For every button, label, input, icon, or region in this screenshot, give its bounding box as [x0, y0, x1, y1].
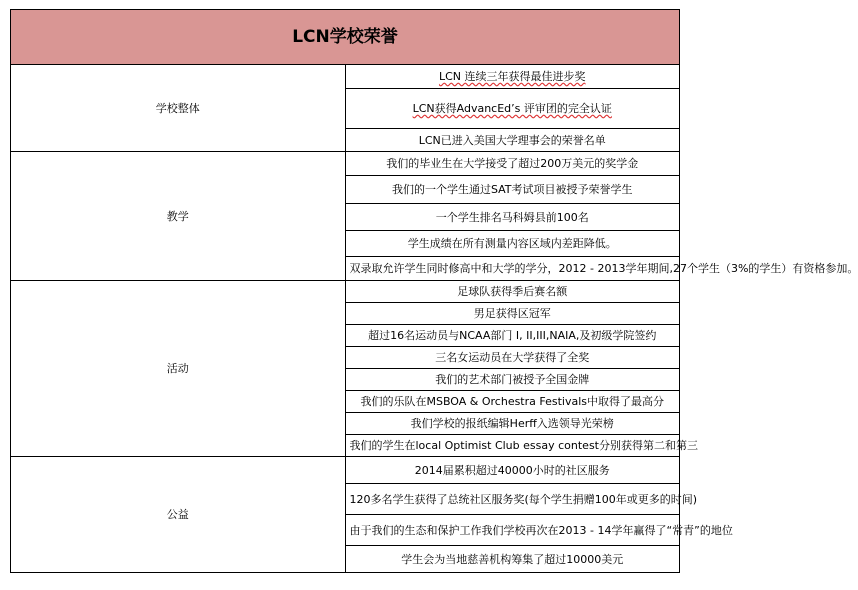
honor-item: 我们的毕业生在大学接受了超过200万美元的奖学金: [345, 152, 680, 176]
honor-item: [345, 89, 680, 129]
honor-item: 学生会为当地慈善机构筹集了超过10000美元: [345, 546, 680, 573]
honor-item: LCN已进入美国大学理事会的荣誉名单: [345, 129, 680, 152]
honor-item: [345, 65, 680, 89]
honor-item: 120多名学生获得了总统社区服务奖(每个学生捐赠100年或更多的时间): [345, 484, 680, 515]
honor-text: LCN获得AdvancEd’s 评审团的完全认证: [412, 102, 612, 115]
category-school-overall: 学校整体: [11, 65, 346, 152]
honors-table: [10, 9, 858, 573]
table-row: [11, 281, 680, 303]
honor-item: 学生成绩在所有测量内容区域内差距降低。: [345, 231, 680, 257]
category-public-welfare: 公益: [11, 457, 346, 573]
table-row: [11, 152, 680, 176]
honor-item: 我们学校的报纸编辑Herff入选领导光荣榜: [345, 413, 680, 435]
honor-item: 2014届累积超过40000小时的社区服务: [345, 457, 680, 484]
honor-item: 双录取允许学生同时修高中和大学的学分，2012 - 2013学年期间,27个学生（3%的学生）有资格参加。: [345, 257, 680, 281]
honor-item: 一个学生排名马科姆县前100名: [345, 204, 680, 231]
honor-item: 我们的乐队在MSBOA & Orchestra Festivals中取得了最高分: [345, 391, 680, 413]
category-activities: 活动: [11, 281, 346, 457]
page-title: LCN学校荣誉: [11, 10, 680, 65]
category-teaching: 教学: [11, 152, 346, 281]
honor-item: 三名女运动员在大学获得了全奖: [345, 347, 680, 369]
honor-item: 我们的一个学生通过SAT考试项目被授予荣誉学生: [345, 176, 680, 204]
table-row: [11, 65, 680, 89]
honor-item: 由于我们的生态和保护工作我们学校再次在2013 - 14学年赢得了“常青”的地位: [345, 515, 680, 546]
honor-item: 超过16名运动员与NCAA部门 I, II,III,NAIA,及初级学院签约: [345, 325, 680, 347]
table-row: [11, 457, 680, 484]
honor-item: 足球队获得季后赛名额: [345, 281, 680, 303]
honor-text: LCN 连续三年获得最佳进步奖: [438, 70, 586, 83]
honor-item: 男足获得区冠军: [345, 303, 680, 325]
honor-item: 我们的学生在local Optimist Club essay contest分别获得第二和第三: [345, 435, 680, 457]
honor-item: 我们的艺术部门被授予全国金牌: [345, 369, 680, 391]
